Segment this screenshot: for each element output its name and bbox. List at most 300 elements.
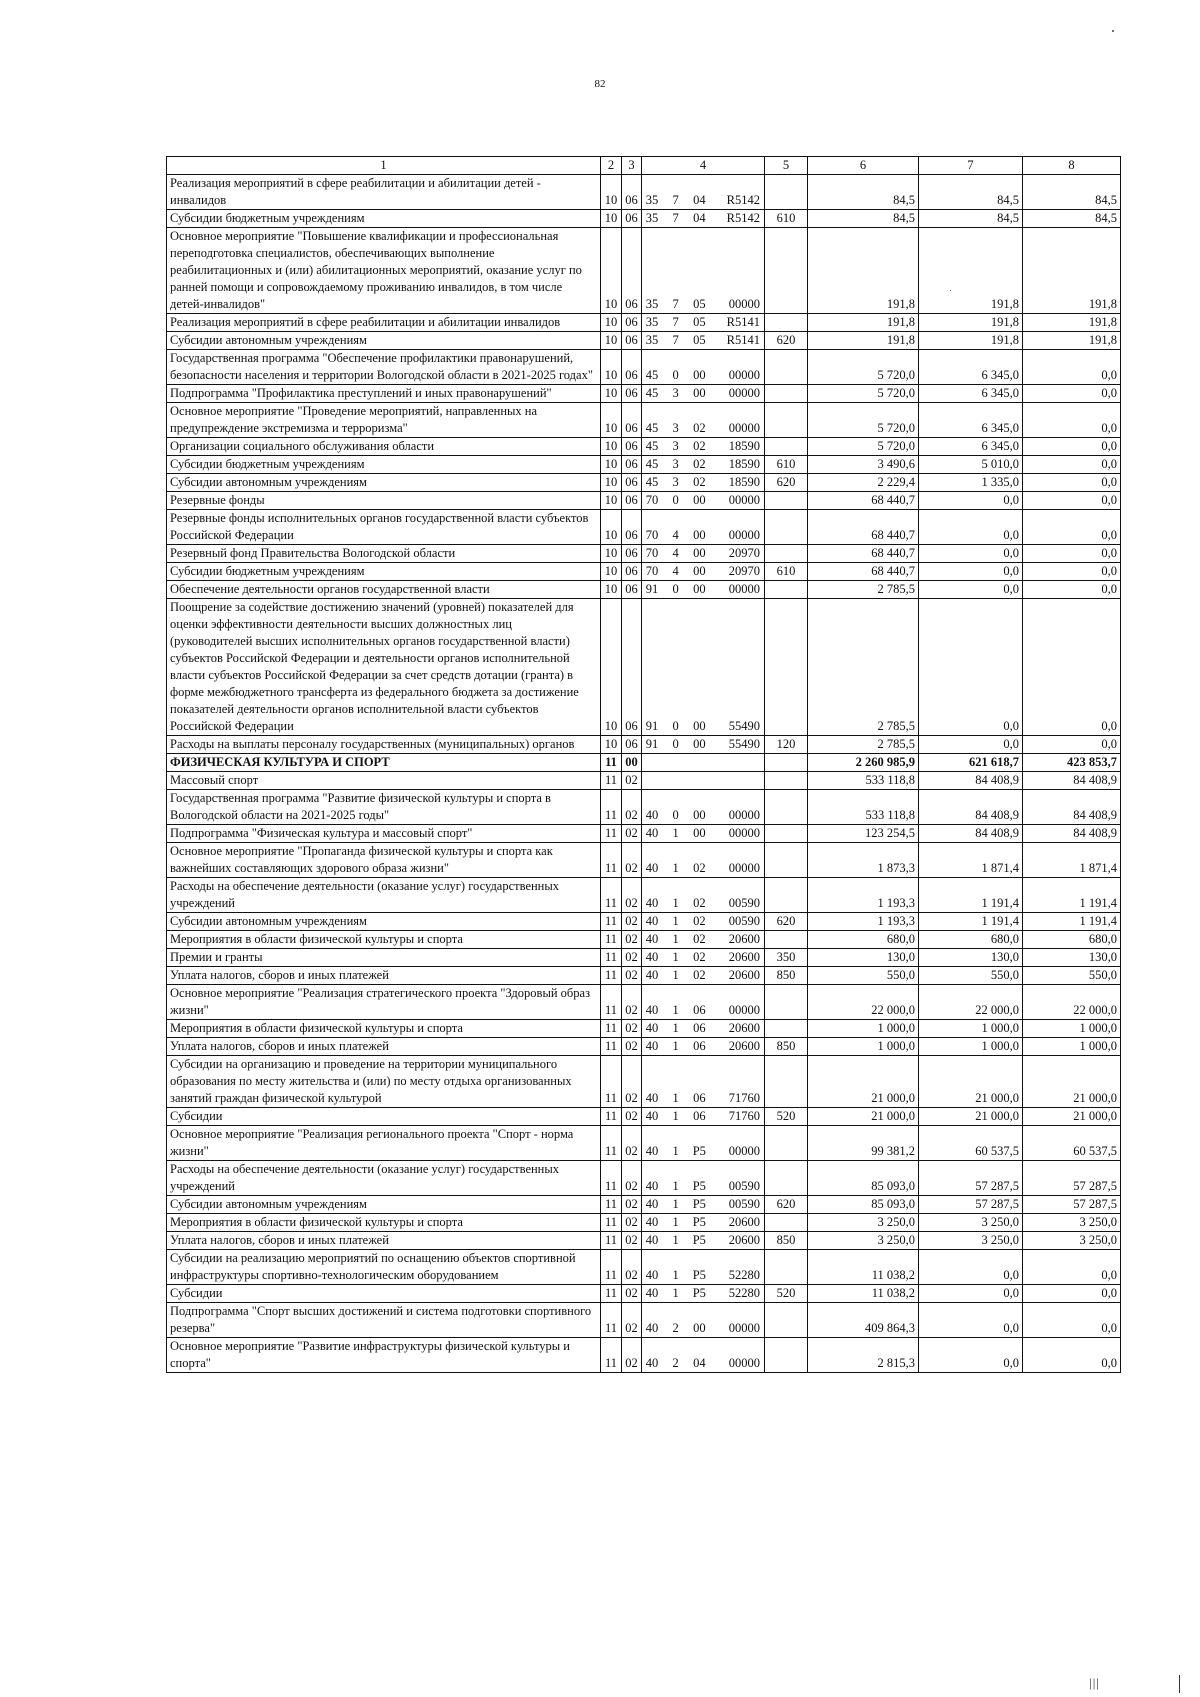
target-article-part-2: 0	[672, 368, 679, 382]
target-article-part-2: 1	[672, 1268, 679, 1282]
row-amount-col7: 130,0	[919, 949, 1023, 967]
row-name: Основное мероприятие "Развитие инфраструктуры физической культуры и спорта"	[167, 1338, 601, 1373]
target-article-part-1: 45	[645, 475, 659, 489]
row-subsection: 02	[622, 967, 642, 985]
header-col-8: 8	[1023, 157, 1121, 175]
target-article-part-2: 1	[672, 950, 679, 964]
target-article-part-1: 40	[645, 1233, 659, 1247]
target-article-part-4: 20970	[728, 546, 760, 560]
target-article-part-2: 1	[672, 1197, 679, 1211]
row-section: 11	[601, 790, 622, 825]
row-name: Массовый спорт	[167, 772, 601, 790]
row-amount-col6: 21 000,0	[808, 1108, 919, 1126]
scan-speck	[1112, 30, 1114, 32]
row-amount-col6: 68 440,7	[808, 563, 919, 581]
target-article-part-3: 05	[693, 297, 706, 311]
header-col-7: 7	[919, 157, 1023, 175]
row-subsection: 06	[622, 175, 642, 210]
row-name: Мероприятия в области физической культуры и спорта	[167, 1214, 601, 1232]
row-amount-col8: 191,8	[1023, 332, 1121, 350]
target-article-part-1: 40	[645, 1356, 659, 1370]
target-article-part-1: 91	[645, 737, 659, 751]
target-article-part-1: 70	[645, 564, 659, 578]
row-expense-type	[765, 314, 808, 332]
table-row	[167, 438, 1121, 456]
row-target-article	[642, 1020, 765, 1038]
row-section: 10	[601, 332, 622, 350]
target-article-part-4: 00000	[728, 1003, 760, 1017]
row-amount-col8: 21 000,0	[1023, 1108, 1121, 1126]
row-name: Субсидии бюджетным учреждениям	[167, 456, 601, 474]
target-article-part-2: 0	[672, 493, 679, 507]
target-article-part-1: 40	[645, 1039, 659, 1053]
target-article-part-2: 1	[672, 1003, 679, 1017]
row-target-article	[642, 474, 765, 492]
row-amount-col6: 5 720,0	[808, 403, 919, 438]
target-article-part-3: 02	[693, 914, 706, 928]
row-amount-col6: 533 118,8	[808, 790, 919, 825]
row-name: Субсидии бюджетным учреждениям	[167, 210, 601, 228]
target-article-part-1: 40	[645, 1179, 659, 1193]
row-section: 11	[601, 878, 622, 913]
row-target-article	[642, 545, 765, 563]
row-section: 10	[601, 456, 622, 474]
row-subsection: 06	[622, 581, 642, 599]
row-expense-type	[765, 931, 808, 949]
row-amount-col6: 1 000,0	[808, 1038, 919, 1056]
row-amount-col7: 0,0	[919, 1250, 1023, 1285]
row-amount-col6: 191,8	[808, 314, 919, 332]
row-target-article	[642, 967, 765, 985]
row-amount-col6: 99 381,2	[808, 1126, 919, 1161]
row-amount-col7: 60 537,5	[919, 1126, 1023, 1161]
target-article-part-2: 0	[672, 719, 679, 733]
target-article-part-4: R5142	[726, 193, 760, 207]
target-article-part-1: 40	[645, 1215, 659, 1229]
table-row	[167, 228, 1121, 314]
row-subsection: 00	[622, 754, 642, 772]
row-target-article	[642, 1108, 765, 1126]
row-subsection: 02	[622, 1303, 642, 1338]
target-article-part-2: 1	[672, 826, 679, 840]
target-article-part-4: 18590	[728, 475, 760, 489]
row-subsection: 02	[622, 1108, 642, 1126]
target-article-part-1: 45	[645, 386, 659, 400]
target-article-part-3: 00	[693, 564, 706, 578]
row-amount-col6: 550,0	[808, 967, 919, 985]
target-article-part-3: 00	[693, 737, 706, 751]
row-subsection: 06	[622, 385, 642, 403]
row-amount-col8: 0,0	[1023, 438, 1121, 456]
row-section: 11	[601, 1214, 622, 1232]
row-subsection: 02	[622, 931, 642, 949]
target-article-part-1: 35	[645, 315, 659, 329]
row-amount-col6: 21 000,0	[808, 1056, 919, 1108]
row-amount-col8: 84 408,9	[1023, 790, 1121, 825]
row-expense-type	[765, 1303, 808, 1338]
row-amount-col6: 2 785,5	[808, 736, 919, 754]
target-article-part-3: 04	[693, 211, 706, 225]
row-section: 10	[601, 314, 622, 332]
target-article-part-1: 45	[645, 421, 659, 435]
target-article-part-4: 00000	[728, 1321, 760, 1335]
row-amount-col8: 84,5	[1023, 210, 1121, 228]
target-article-part-4: 55490	[728, 737, 760, 751]
table-row	[167, 350, 1121, 385]
target-article-part-3: 00	[693, 546, 706, 560]
target-article-part-1: 40	[645, 1197, 659, 1211]
row-name: Основное мероприятие "Повышение квалификации и профессиональная переподготовка специалистов, обеспечивающих выполнение реабилитационных и (или) абилитационных мероприятий, оказание услуг по ранней помощи и сопровождаемому проживанию инвалидов, в том числе детей-инвалидов"	[167, 228, 601, 314]
row-subsection: 06	[622, 456, 642, 474]
row-name: Государственная программа "Обеспечение профилактики правонарушений, безопасности населения и территории Вологодской области в 2021-2025 годах"	[167, 350, 601, 385]
row-expense-type	[765, 350, 808, 385]
target-article-part-3: 00	[693, 528, 706, 542]
row-name: Подпрограмма "Профилактика преступлений и иных правонарушений"	[167, 385, 601, 403]
target-article-part-2: 0	[672, 582, 679, 596]
row-amount-col7: 21 000,0	[919, 1108, 1023, 1126]
target-article-part-4: 00590	[728, 1179, 760, 1193]
row-subsection: 02	[622, 1250, 642, 1285]
row-name: Субсидии	[167, 1285, 601, 1303]
row-amount-col8: 22 000,0	[1023, 985, 1121, 1020]
row-expense-type	[765, 581, 808, 599]
scan-edge-tick	[1179, 1675, 1180, 1693]
row-amount-col6: 68 440,7	[808, 545, 919, 563]
row-target-article	[642, 1250, 765, 1285]
row-amount-col6: 84,5	[808, 210, 919, 228]
target-article-part-3: 02	[693, 968, 706, 982]
row-section: 11	[601, 1303, 622, 1338]
row-amount-col8: 0,0	[1023, 545, 1121, 563]
row-amount-col7: 22 000,0	[919, 985, 1023, 1020]
table-row	[167, 790, 1121, 825]
row-amount-col8: 57 287,5	[1023, 1196, 1121, 1214]
scan-edge-marks: |||	[1089, 1675, 1100, 1690]
row-amount-col6: 3 250,0	[808, 1232, 919, 1250]
table-row	[167, 1232, 1121, 1250]
header-col-3: 3	[622, 157, 642, 175]
budget-table	[166, 156, 1121, 1373]
row-amount-col8: 1 871,4	[1023, 843, 1121, 878]
row-subsection: 02	[622, 790, 642, 825]
target-article-part-1: 40	[645, 1286, 659, 1300]
target-article-part-3: 06	[693, 1039, 706, 1053]
row-expense-type: 120	[765, 736, 808, 754]
row-name: Организации социального обслуживания области	[167, 438, 601, 456]
target-article-part-1: 40	[645, 826, 659, 840]
row-amount-col6: 123 254,5	[808, 825, 919, 843]
target-article-part-3: 02	[693, 861, 706, 875]
target-article-part-2: 1	[672, 1286, 679, 1300]
target-article-part-3: 00	[693, 582, 706, 596]
row-amount-col7: 84 408,9	[919, 790, 1023, 825]
row-amount-col6: 84,5	[808, 175, 919, 210]
row-amount-col7: 621 618,7	[919, 754, 1023, 772]
row-expense-type	[765, 385, 808, 403]
target-article-part-1: 40	[645, 914, 659, 928]
row-name: Резервный фонд Правительства Вологодской области	[167, 545, 601, 563]
target-article-part-1: 45	[645, 439, 659, 453]
row-target-article	[642, 581, 765, 599]
row-name: Резервные фонды исполнительных органов государственной власти субъектов Российской Федерации	[167, 510, 601, 545]
row-amount-col6: 2 229,4	[808, 474, 919, 492]
table-header-row	[167, 157, 1121, 175]
table-row	[167, 967, 1121, 985]
row-expense-type	[765, 1250, 808, 1285]
row-target-article	[642, 1161, 765, 1196]
row-target-article	[642, 1232, 765, 1250]
row-target-article	[642, 510, 765, 545]
target-article-part-1: 40	[645, 1144, 659, 1158]
row-amount-col8: 191,8	[1023, 314, 1121, 332]
row-name: Основное мероприятие "Проведение мероприятий, направленных на предупреждение экстремизма и терроризма"	[167, 403, 601, 438]
row-amount-col8: 84 408,9	[1023, 825, 1121, 843]
header-col-1: 1	[167, 157, 601, 175]
row-amount-col7: 1 191,4	[919, 913, 1023, 931]
target-article-part-3: 05	[693, 315, 706, 329]
row-expense-type: 620	[765, 332, 808, 350]
row-subsection: 06	[622, 492, 642, 510]
table-row	[167, 985, 1121, 1020]
target-article-part-4: 00590	[728, 1197, 760, 1211]
row-name: Уплата налогов, сборов и иных платежей	[167, 1232, 601, 1250]
row-expense-type	[765, 1214, 808, 1232]
table-row	[167, 314, 1121, 332]
row-subsection: 02	[622, 985, 642, 1020]
row-amount-col8: 0,0	[1023, 474, 1121, 492]
row-target-article	[642, 228, 765, 314]
row-target-article	[642, 210, 765, 228]
row-expense-type	[765, 175, 808, 210]
row-amount-col8: 60 537,5	[1023, 1126, 1121, 1161]
target-article-part-3: 06	[693, 1109, 706, 1123]
row-amount-col8: 0,0	[1023, 1250, 1121, 1285]
row-subsection: 02	[622, 1126, 642, 1161]
row-expense-type: 520	[765, 1285, 808, 1303]
row-name: Субсидии на реализацию мероприятий по оснащению объектов спортивной инфраструктуры спортивно-технологическим оборудованием	[167, 1250, 601, 1285]
target-article-part-4: 00000	[728, 582, 760, 596]
row-expense-type: 350	[765, 949, 808, 967]
row-section: 11	[601, 1250, 622, 1285]
target-article-part-3: 02	[693, 896, 706, 910]
target-article-part-2: 0	[672, 737, 679, 751]
row-target-article	[642, 1285, 765, 1303]
target-article-part-2: 0	[672, 808, 679, 822]
table-row	[167, 175, 1121, 210]
row-amount-col8: 680,0	[1023, 931, 1121, 949]
target-article-part-3: 06	[693, 1021, 706, 1035]
row-amount-col6: 68 440,7	[808, 510, 919, 545]
row-amount-col7: 0,0	[919, 736, 1023, 754]
row-target-article	[642, 175, 765, 210]
target-article-part-2: 1	[672, 1144, 679, 1158]
row-target-article	[642, 1126, 765, 1161]
row-amount-col8: 1 191,4	[1023, 913, 1121, 931]
row-name: Реализация мероприятий в сфере реабилитации и абилитации инвалидов	[167, 314, 601, 332]
table-row	[167, 843, 1121, 878]
table-row	[167, 1214, 1121, 1232]
row-amount-col6: 2 785,5	[808, 581, 919, 599]
row-amount-col7: 0,0	[919, 510, 1023, 545]
row-target-article	[642, 456, 765, 474]
target-article-part-2: 1	[672, 1215, 679, 1229]
target-article-part-4: 00000	[728, 1144, 760, 1158]
row-amount-col8: 0,0	[1023, 736, 1121, 754]
row-target-article	[642, 843, 765, 878]
target-article-part-2: 1	[672, 861, 679, 875]
target-article-part-3: 00	[693, 808, 706, 822]
target-article-part-4: 00000	[728, 861, 760, 875]
row-amount-col8: 21 000,0	[1023, 1056, 1121, 1108]
target-article-part-3: P5	[692, 1286, 706, 1300]
row-name: Основное мероприятие "Пропаганда физической культуры и спорта как важнейших составляющих здорового образа жизни"	[167, 843, 601, 878]
row-subsection: 02	[622, 913, 642, 931]
table-row	[167, 1250, 1121, 1285]
row-amount-col7: 3 250,0	[919, 1232, 1023, 1250]
table-row	[167, 210, 1121, 228]
row-amount-col8: 57 287,5	[1023, 1161, 1121, 1196]
table-row	[167, 510, 1121, 545]
row-expense-type: 610	[765, 563, 808, 581]
target-article-part-3: P5	[692, 1144, 706, 1158]
row-amount-col7: 0,0	[919, 1338, 1023, 1373]
row-amount-col8: 0,0	[1023, 510, 1121, 545]
table-row	[167, 1038, 1121, 1056]
row-amount-col8: 1 000,0	[1023, 1038, 1121, 1056]
row-amount-col6: 22 000,0	[808, 985, 919, 1020]
target-article-part-4: 20600	[728, 1215, 760, 1229]
table-row	[167, 1020, 1121, 1038]
row-name: Реализация мероприятий в сфере реабилитации и абилитации детей - инвалидов	[167, 175, 601, 210]
row-subsection: 02	[622, 843, 642, 878]
row-section: 11	[601, 1161, 622, 1196]
row-target-article	[642, 1056, 765, 1108]
row-target-article	[642, 599, 765, 736]
target-article-part-1: 40	[645, 1003, 659, 1017]
row-target-article	[642, 754, 765, 772]
target-article-part-2: 4	[672, 564, 679, 578]
target-article-part-3: 02	[693, 457, 706, 471]
row-amount-col8: 3 250,0	[1023, 1214, 1121, 1232]
row-section: 10	[601, 228, 622, 314]
row-amount-col6: 68 440,7	[808, 492, 919, 510]
row-expense-type	[765, 772, 808, 790]
row-expense-type	[765, 599, 808, 736]
row-subsection: 06	[622, 510, 642, 545]
target-article-part-2: 1	[672, 1021, 679, 1035]
target-article-part-3: P5	[692, 1268, 706, 1282]
row-section: 11	[601, 931, 622, 949]
row-subsection: 02	[622, 1214, 642, 1232]
row-section: 11	[601, 1285, 622, 1303]
row-amount-col6: 409 864,3	[808, 1303, 919, 1338]
target-article-part-4: 20600	[728, 950, 760, 964]
target-article-part-2: 7	[672, 315, 679, 329]
table-row	[167, 1303, 1121, 1338]
row-target-article	[642, 772, 765, 790]
target-article-part-4: R5141	[726, 333, 760, 347]
target-article-part-4: 00000	[728, 297, 760, 311]
row-expense-type	[765, 438, 808, 456]
row-section: 10	[601, 175, 622, 210]
row-expense-type: 610	[765, 210, 808, 228]
row-amount-col8: 3 250,0	[1023, 1232, 1121, 1250]
target-article-part-4: 20970	[728, 564, 760, 578]
target-article-part-2: 1	[672, 1233, 679, 1247]
target-article-part-1: 70	[645, 546, 659, 560]
target-article-part-4: 52280	[728, 1268, 760, 1282]
row-name: Обеспечение деятельности органов государственной власти	[167, 581, 601, 599]
target-article-part-1: 35	[645, 333, 659, 347]
row-target-article	[642, 492, 765, 510]
row-target-article	[642, 931, 765, 949]
target-article-part-4: 55490	[728, 719, 760, 733]
target-article-part-3: P5	[692, 1233, 706, 1247]
target-article-part-2: 1	[672, 1109, 679, 1123]
row-expense-type	[765, 754, 808, 772]
row-name: Расходы на обеспечение деятельности (оказание услуг) государственных учреждений	[167, 878, 601, 913]
target-article-part-4: 00000	[728, 493, 760, 507]
row-expense-type	[765, 843, 808, 878]
row-amount-col6: 5 720,0	[808, 438, 919, 456]
row-expense-type	[765, 985, 808, 1020]
row-expense-type: 620	[765, 1196, 808, 1214]
row-amount-col6: 5 720,0	[808, 385, 919, 403]
row-name: Субсидии бюджетным учреждениям	[167, 563, 601, 581]
row-amount-col7: 84 408,9	[919, 772, 1023, 790]
row-amount-col7: 0,0	[919, 581, 1023, 599]
row-target-article	[642, 790, 765, 825]
target-article-part-2: 1	[672, 914, 679, 928]
target-article-part-1: 40	[645, 1109, 659, 1123]
row-target-article	[642, 1214, 765, 1232]
header-col-4: 4	[642, 157, 765, 175]
row-section: 11	[601, 1056, 622, 1108]
row-amount-col8: 0,0	[1023, 1285, 1121, 1303]
row-subsection: 06	[622, 563, 642, 581]
target-article-part-2: 1	[672, 1179, 679, 1193]
target-article-part-3: P5	[692, 1197, 706, 1211]
row-amount-col7: 0,0	[919, 599, 1023, 736]
row-section: 11	[601, 967, 622, 985]
table-row	[167, 736, 1121, 754]
row-amount-col8: 1 191,4	[1023, 878, 1121, 913]
target-article-part-4: 20600	[728, 1233, 760, 1247]
row-amount-col8: 0,0	[1023, 385, 1121, 403]
row-section: 10	[601, 736, 622, 754]
row-subsection: 02	[622, 1196, 642, 1214]
row-name: ФИЗИЧЕСКАЯ КУЛЬТУРА И СПОРТ	[167, 754, 601, 772]
row-name: Уплата налогов, сборов и иных платежей	[167, 967, 601, 985]
row-amount-col8: 550,0	[1023, 967, 1121, 985]
row-amount-col7: 0,0	[919, 1303, 1023, 1338]
target-article-part-3: 04	[693, 1356, 706, 1370]
row-expense-type: 620	[765, 913, 808, 931]
target-article-part-1: 35	[645, 193, 659, 207]
table-row	[167, 1056, 1121, 1108]
target-article-part-2: 3	[672, 421, 679, 435]
row-subsection: 06	[622, 350, 642, 385]
row-amount-col6: 3 250,0	[808, 1214, 919, 1232]
table-row	[167, 385, 1121, 403]
row-name: Расходы на выплаты персоналу государственных (муниципальных) органов	[167, 736, 601, 754]
table-row	[167, 332, 1121, 350]
target-article-part-1: 45	[645, 368, 659, 382]
target-article-part-1: 40	[645, 1021, 659, 1035]
row-target-article	[642, 1338, 765, 1373]
row-name: Премии и гранты	[167, 949, 601, 967]
target-article-part-4: 00000	[728, 421, 760, 435]
